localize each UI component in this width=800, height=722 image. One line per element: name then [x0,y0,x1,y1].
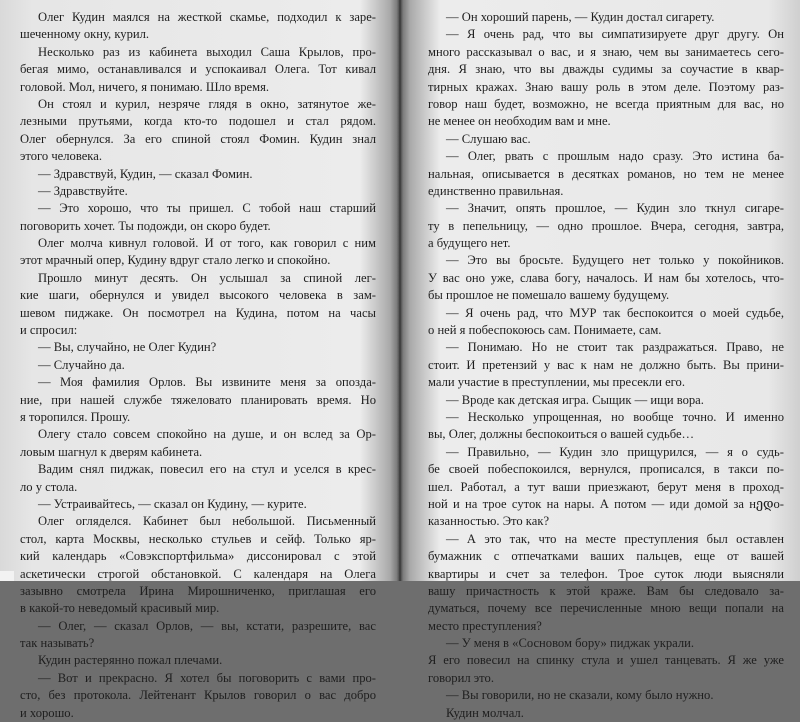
text-line: Вадим снял пиджак, повесил его на стул и уселся в крес- [38,462,376,477]
text-line: зазывно смотрела Ирина Мирошниченко, приглашая его [20,583,376,598]
text-line: Кудин растерянно пожал плечами. [38,653,223,668]
text-line: в какой-то неведомый красивый мир. [20,601,220,616]
page-corner [0,571,14,581]
text-line: шел. Работал, а тут ваши приезжают, берут меня в проход- [428,479,784,494]
text-line: бумажник с отпечатками ваших пальцев, еще от вашей [428,549,784,564]
text-line: Олег Кудин маялся на жесткой скамье, подходил к заре- [38,10,376,24]
text-line: этот мрачный опер, Кудину вдруг стало легко и спокойно. [20,253,331,268]
text-line: нальная, описывается в десятках романов, но тем не менее [428,166,784,181]
text-line: Я его повесил на спинку стула и ушел танцевать. Я же уже [428,653,784,668]
text-line: единственно правильная. [428,183,564,198]
text-line: — Значит, опять прошлое, — Кудин зло ткнул сигаре- [446,201,784,216]
text-line: казанностью. Это как? [428,514,550,529]
text-line: Олег огляделся. Кабинет был небольшой. Письменный [38,514,376,529]
text-line: шевом пиджаке. Он посмотрел на Кудина, потом на часы [20,305,376,320]
text-line: место преступления? [428,618,542,633]
text-line: я торопился. Прошу. [20,409,131,424]
text-line: поговорить хочет. Ты подожди, он скоро будет. [20,218,271,233]
text-line: — Случайно да. [38,357,125,372]
text-line: ловым шагнул к дверям кабинета. [20,444,203,459]
text-line: ту в пепельницу, — одно прошлое. Вчера, сегодня, завтра, [428,218,784,233]
text-line: о ней я побеспокоюсь сам. Понимаете, сам. [428,323,662,338]
text-line: — Моя фамилия Орлов. Вы извините меня за опозда- [38,375,376,390]
text-line: Олегу стало совсем спокойно на душе, и он вслед за Ор- [38,427,376,442]
text-line: — Понимаю. Но не стоит так раздражаться. Право, не [446,340,784,355]
text-line: кие шаги, обернулся и увидел высокого человека в зам- [20,288,376,303]
text-line: У вас оно уже, слава богу, началось. И нам бы хотелось, что- [428,270,784,285]
text-line: — Здравствуй, Кудин, — сказал Фомин. [38,166,253,181]
text-line: — Устраивайтесь, — сказал он Кудину, — курите. [38,496,307,511]
text-line: Прошло минут десять. Он услышал за спиной лег- [38,270,376,285]
text-line: — Здравствуйте. [38,183,128,198]
right-page-text [428,9,784,722]
text-line: и хорошо. [20,705,74,720]
text-line: Олег молча кивнул головой. И от того, как говорил с ним [38,236,376,251]
text-line: — А это так, что на месте преступления был оставлен [446,531,784,546]
text-line: не менее он необходим вам и мне. [428,114,611,129]
text-line: — Олег, рвать с прошлым надо сразу. Это истина ба- [446,149,784,164]
text-line: этого человека. [20,149,102,164]
text-line: — Я очень рад, что МУР так беспокоится о моей судьбе, [446,305,784,320]
text-line: стол, карта Москвы, несколько стульев и сейф. Только яр- [20,531,376,546]
text-line: Кудин молчал. [446,705,524,720]
book-gutter [390,0,410,581]
text-line: — Правильно, — Кудин зло прищурился, — я о судь- [446,444,784,459]
text-line: бегая мимо, останавливался и успокаивал Олега. Тот кивал [20,62,376,77]
text-line: ло у стола. [20,479,78,494]
text-line: и спросил: [20,323,78,338]
text-line: — Я очень рад, что вы симпатизируете друг другу. Он [446,27,784,42]
text-line: тирных кражах. Знаю вашу роль в этом деле. Поэтому раз- [428,79,784,94]
text-line: шеченному окну, курил. [20,27,150,42]
left-page [0,0,398,720]
text-line: вашу причастность к этой краже. Вам бы следовало за- [428,583,784,598]
text-line: — Это хорошо, что ты пришел. С тобой наш старший [38,201,376,216]
text-line: — Вот и прекрасно. Я хотел бы поговорить с вами про- [38,670,376,685]
text-line: квартиры и счет за телефон. Трое суток люди выясняли [428,566,784,581]
text-line: мали участие в преступлении, мы пресекли его. [428,375,685,390]
text-line: говор наш будет, возможно, не всегда приятным для вас, но [428,96,784,111]
text-line: — Вы говорили, но не сказали, кому было нужно. [446,688,714,703]
left-page-text [20,9,376,722]
text-line: Олег обернулся. За его спиной стоял Фомин. Кудин знал [20,131,376,146]
text-line: сто, без протокола. Лейтенант Крылов говорил о вас добро [20,688,376,703]
text-line: кий календарь «Совэкспортфильма» диссонировал с этой [20,549,376,564]
text-line: аскетически строгой обстановкой. С календаря на Олега [20,566,376,581]
text-line: головой. Мол, ничего, я понимаю. Шло время. [20,79,270,94]
text-line: — У меня в «Сосновом бору» пиджак украли. [446,636,695,651]
text-line: лезными прутьями, когда кто-то подошел и стал рядом. [20,114,376,129]
text-line: — Это вы бросьте. Будущего нет только у покойников. [446,253,784,268]
text-line: — Слушаю вас. [446,131,531,146]
text-line: — Несколько упрощенная, но вообще точно. И именно [446,409,784,424]
text-line: говорил это. [428,670,494,685]
text-line: — Вы, случайно, не Олег Кудин? [38,340,217,355]
text-line: — Вроде как детская игра. Сыщик — ищи вора. [446,392,704,407]
right-page [402,0,800,720]
text-line: ние, при нашей службе тяжеловато планировать время. Но [20,392,376,407]
text-line: ной и на трое суток на нары. А потом — иди домой за нედо- [428,496,784,511]
text-line: стоит. И претензий у вас к нам не должно быть. Вы прини- [428,357,784,372]
text-line: бе своей побеспокоился, вернулся, прописался, в такси по- [428,462,784,477]
text-line: думаться, почему все перечисленные мною вещи попали на [428,601,784,616]
text-line: дня. Я знаю, что вы дважды судимы за соучастие в квар- [428,62,784,77]
text-line: много рассказывал о вас, и я знаю, чем вы занимаетесь сего- [428,44,784,59]
text-line: Он стоял и курил, незряче глядя в окно, затянутое же- [38,96,376,111]
text-line: а будущего нет. [428,236,511,251]
text-line: вы, Олег, должны беспокоиться о вашей судьбе… [428,427,695,442]
text-line: — Он хороший парень, — Кудин достал сигарету. [446,10,715,24]
text-line: бы прошлое не помешало вашему будущему. [428,288,670,303]
text-line: — Олег, — сказал Орлов, — вы, кстати, разрешите, вас [38,618,376,633]
text-line: Несколько раз из кабинета выходил Саша Крылов, про- [38,44,376,59]
text-line: так называть? [20,636,95,651]
